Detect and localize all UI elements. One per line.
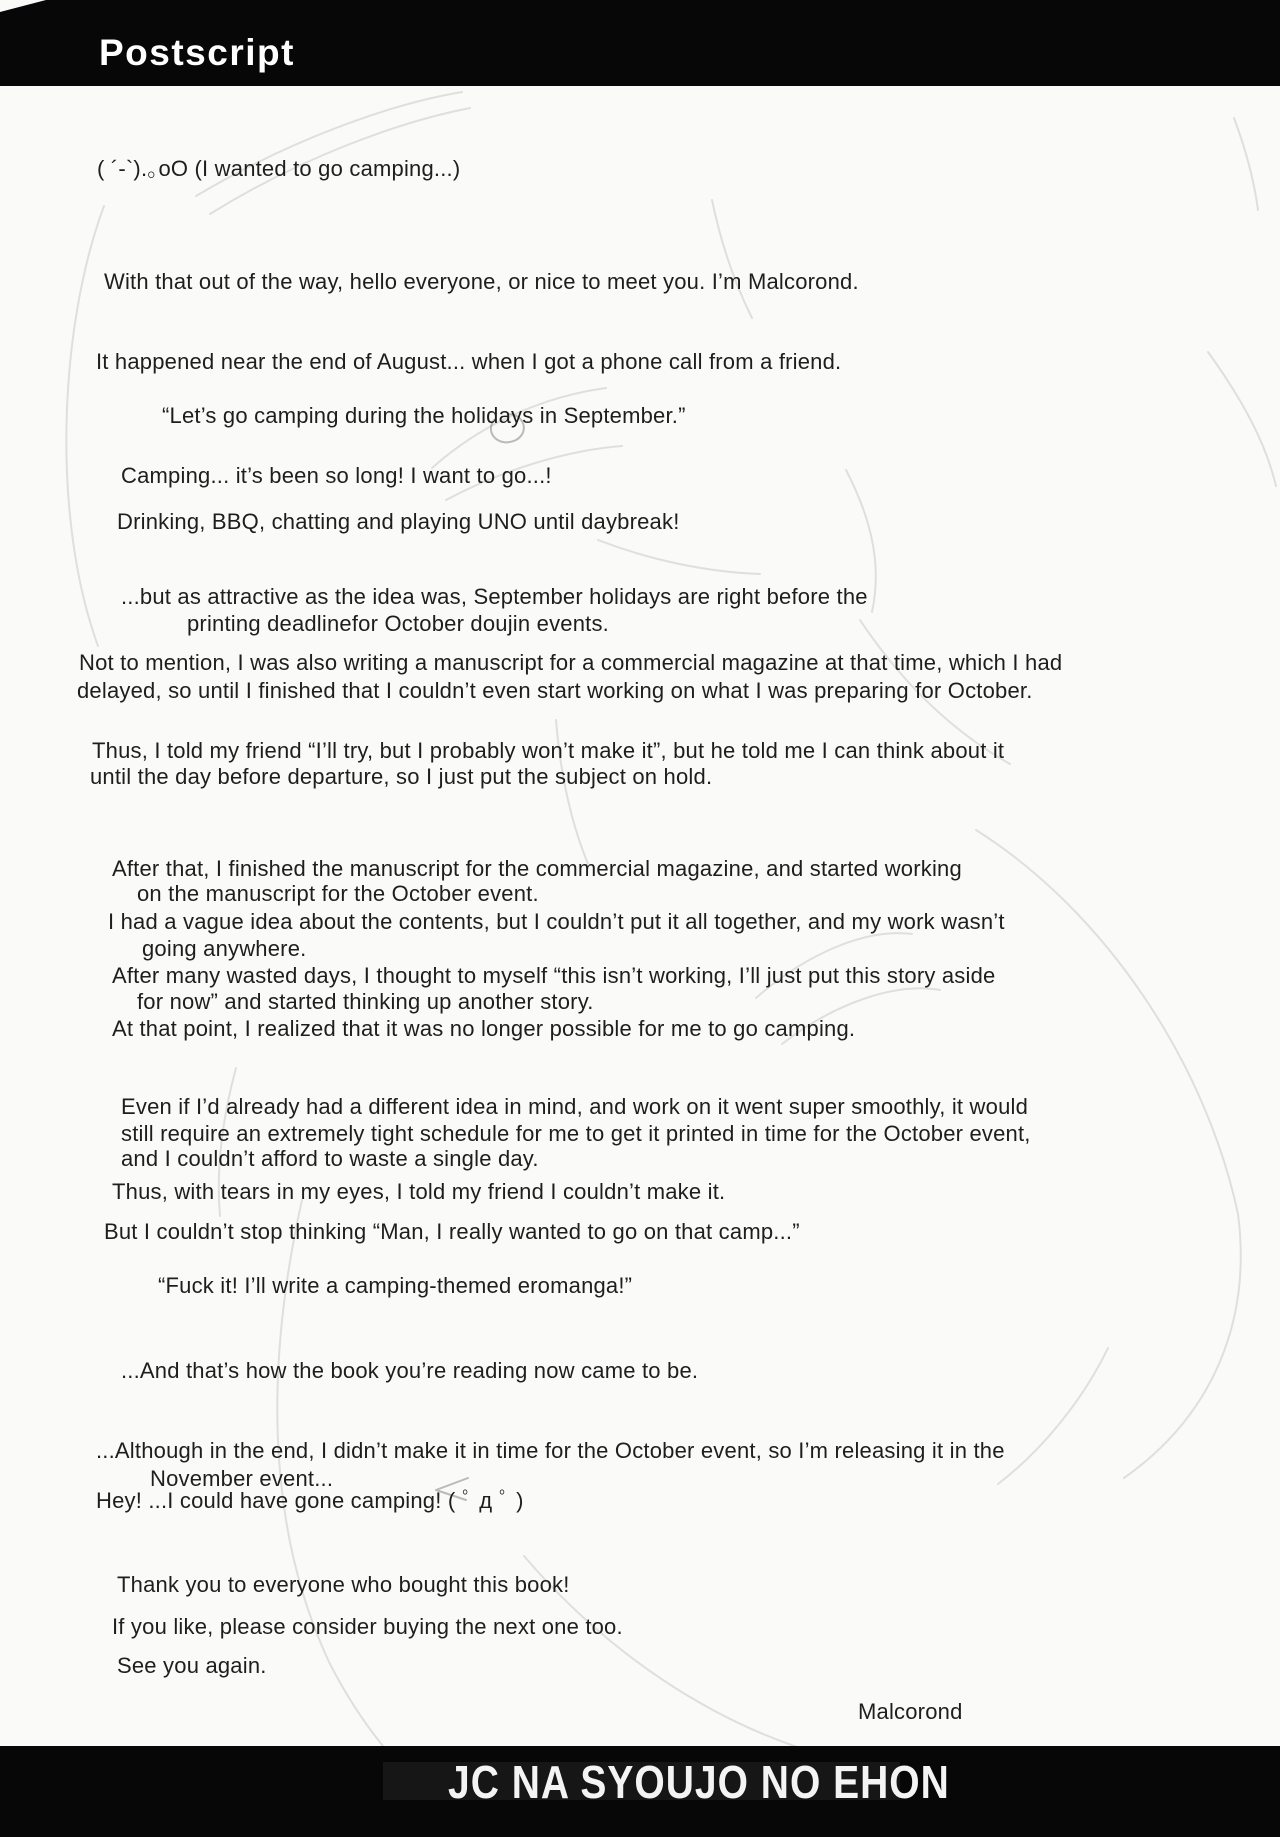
text-line: After many wasted days, I thought to myself “this isn’t working, I’ll just put this story aside	[112, 963, 996, 988]
text-line: Thus, I told my friend “I’ll try, but I probably won’t make it”, but he told me I can think about it	[92, 738, 1005, 763]
page-title: Postscript	[99, 32, 295, 73]
text-line: printing deadlinefor October doujin events.	[187, 611, 609, 636]
text-line: After that, I finished the manuscript for the commercial magazine, and started working	[112, 856, 962, 881]
text-line: “Fuck it! I’ll write a camping-themed eromanga!”	[158, 1273, 633, 1298]
text-line: I had a vague idea about the contents, but I couldn’t put it all together, and my work wasn’t	[108, 909, 1005, 934]
text-line: until the day before departure, so I just put the subject on hold.	[90, 764, 713, 789]
text-line: Even if I’d already had a different idea in mind, and work on it went super smoothly, it would	[121, 1094, 1029, 1119]
text-line: on the manuscript for the October event.	[137, 881, 539, 906]
text-line: With that out of the way, hello everyone, or nice to meet you. I’m Malcorond.	[104, 269, 859, 294]
text-line: But I couldn’t stop thinking “Man, I really wanted to go on that camp...”	[104, 1219, 800, 1244]
text-line: Thank you to everyone who bought this book!	[117, 1572, 570, 1597]
text-line: If you like, please consider buying the next one too.	[112, 1614, 623, 1639]
thought-kaomoji-line: ( ´-`).｡oO (I wanted to go camping...)	[97, 156, 461, 181]
text-line: ...but as attractive as the idea was, September holidays are right before the	[121, 584, 868, 609]
text-line: going anywhere.	[142, 936, 307, 961]
text-line: It happened near the end of August... when I got a phone call from a friend.	[96, 349, 842, 374]
signature: Malcorond	[858, 1699, 963, 1724]
text-line: delayed, so until I finished that I couldn’t even start working on what I was preparing for October.	[77, 678, 1033, 703]
text-line: At that point, I realized that it was no longer possible for me to go camping.	[112, 1016, 856, 1041]
text-line: Thus, with tears in my eyes, I told my friend I couldn’t make it.	[112, 1179, 726, 1204]
text-line: “Let’s go camping during the holidays in September.”	[162, 403, 686, 428]
text-line: for now” and started thinking up another story.	[137, 989, 594, 1014]
text-line: ...And that’s how the book you’re reading now came to be.	[121, 1358, 699, 1383]
text-line: November event...	[150, 1466, 334, 1491]
text-line: ...Although in the end, I didn’t make it in time for the October event, so I’m releasing it in the	[96, 1438, 1005, 1463]
book-title: JC NA SYOUJO NO EHON	[448, 1758, 950, 1809]
text-line: See you again.	[117, 1653, 267, 1678]
text-line: Drinking, BBQ, chatting and playing UNO until daybreak!	[117, 509, 680, 534]
text-line: still require an extremely tight schedule for me to get it printed in time for the October event,	[121, 1121, 1031, 1146]
scan-corner-artifact	[0, 0, 46, 12]
text-line: Camping... it’s been so long! I want to go...!	[121, 463, 552, 488]
text-line: and I couldn’t afford to waste a single day.	[121, 1146, 539, 1171]
text-line: Not to mention, I was also writing a manuscript for a commercial magazine at that time, which I had	[79, 650, 1063, 675]
surprise-kaomoji-line: Hey! ...I could have gone camping! ( ﾟ д ﾟ )	[96, 1488, 524, 1513]
